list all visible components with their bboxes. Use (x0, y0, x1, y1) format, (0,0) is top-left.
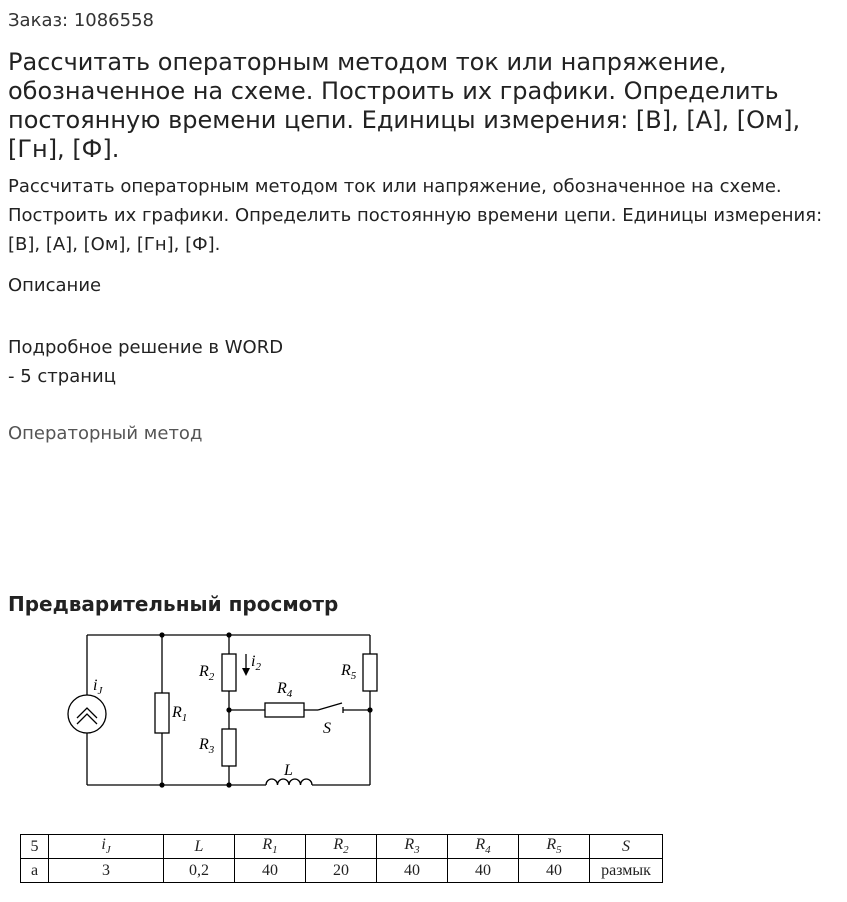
label-source: $i_J$ (93, 677, 103, 697)
resistor-r1 (155, 693, 169, 733)
page-title: Рассчитать операторным методом ток или напряжение, обозначенное на схеме. Построить их графики. Определить постоянную времени цепи. Единицы измерения: [В], [А], [Ом], [Гн], [Ф]. (8, 48, 801, 163)
label-i2: $i_2$ (251, 653, 261, 673)
header-cell: $i_J$ (49, 835, 164, 859)
header-cell: 5 (21, 835, 49, 859)
table-cell: а (21, 859, 49, 883)
parameters-table (20, 834, 663, 883)
current-source (68, 695, 106, 733)
resistor-r3 (222, 729, 236, 766)
solution-format: Подробное решение в WORD (8, 337, 284, 358)
header-cell: L (164, 835, 235, 859)
label-r1: $R_1$ (172, 704, 188, 724)
preview-heading: Предварительный просмотр (8, 592, 339, 616)
header-cell: $R_4$ (448, 835, 519, 859)
task-description: Рассчитать операторным методом ток или напряжение, обозначенное на схеме. Построить их графики. Определить постоянную времени цепи. Единицы измерения: [В], [А], [Ом], [Гн], [Ф]. (8, 176, 823, 255)
table-cell: 0,2 (164, 859, 235, 883)
header-cell: $R_3$ (377, 835, 448, 859)
header-cell: $R_5$ (519, 835, 590, 859)
label-r3: $R_3$ (199, 736, 215, 756)
table-cell: 40 (377, 859, 448, 883)
table-header-row (21, 835, 663, 859)
table-cell: 20 (306, 859, 377, 883)
solution-pages: - 5 страниц (8, 366, 116, 387)
label-switch: S (323, 720, 331, 737)
header-cell: $R_2$ (306, 835, 377, 859)
label-r4: $R_4$ (277, 680, 293, 700)
current-arrow-i2 (242, 654, 250, 676)
header-cell: $R_1$ (235, 835, 306, 859)
table-cell: размык (590, 859, 663, 883)
description-heading: Описание (8, 275, 102, 296)
table-row (21, 859, 663, 883)
table-cell: 40 (235, 859, 306, 883)
label-r2: $R_2$ (199, 663, 215, 683)
resistor-r2 (222, 654, 236, 691)
label-r5: $R_5$ (341, 662, 357, 682)
method-tag[interactable]: Операторный метод (8, 423, 203, 444)
resistor-r5 (363, 654, 377, 691)
header-cell: S (590, 835, 663, 859)
resistor-r4 (265, 703, 304, 717)
label-inductor: L (284, 762, 293, 779)
order-number: Заказ: 1086558 (8, 10, 154, 31)
table-cell: 3 (49, 859, 164, 883)
table-cell: 40 (519, 859, 590, 883)
table-cell: 40 (448, 859, 519, 883)
